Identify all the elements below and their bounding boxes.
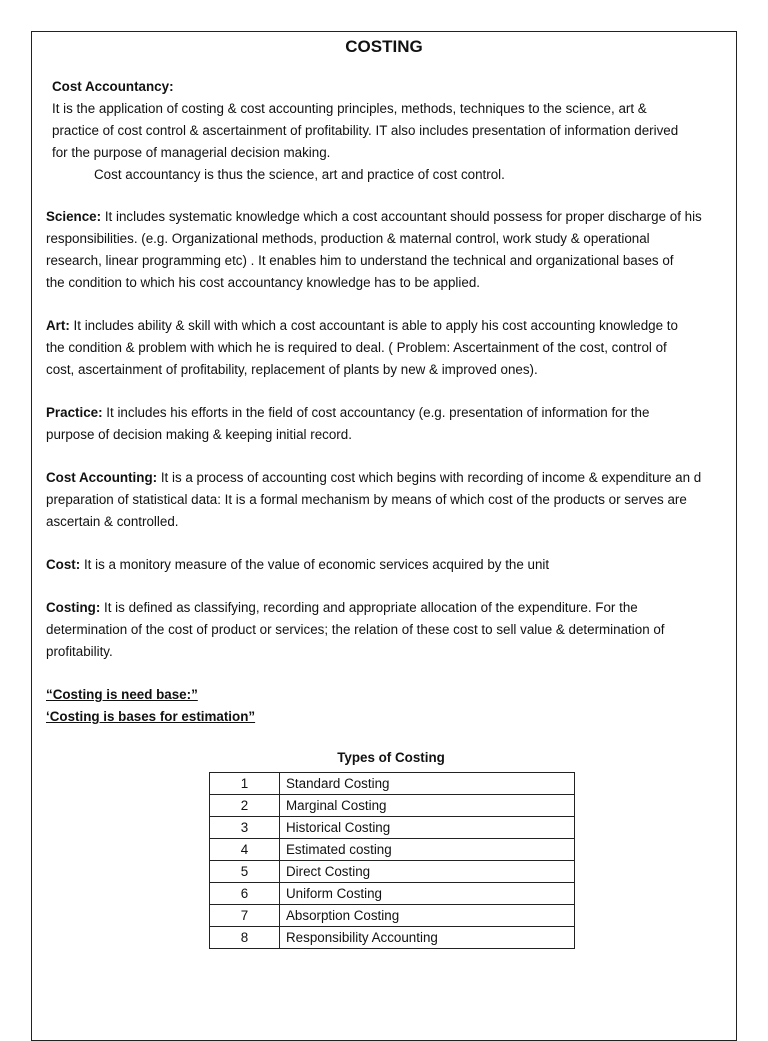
science-text: It includes systematic knowledge which a cost accountant should possess for proper discharge of his xyxy=(101,209,702,224)
costing-line: determination of the cost of product or services; the relation of these cost to sell value & determination of xyxy=(46,622,665,637)
costing-type: Uniform Costing xyxy=(280,883,575,905)
science-section xyxy=(46,206,736,294)
costing-type: Marginal Costing xyxy=(280,795,575,817)
quote-estimation: ‘Costing is bases for estimation” xyxy=(46,709,256,724)
costing-type: Estimated costing xyxy=(280,839,575,861)
row-number: 8 xyxy=(210,927,280,949)
quote-need-base: “Costing is need base:” xyxy=(46,687,198,702)
costing-term: Costing: xyxy=(46,600,101,615)
cost-term: Cost: xyxy=(46,557,81,572)
row-number: 4 xyxy=(210,839,280,861)
practice-section xyxy=(46,402,736,446)
row-number: 7 xyxy=(210,905,280,927)
cost-accountancy-line: practice of cost control & ascertainment of profitability. IT also includes presentation of information derived xyxy=(52,123,679,138)
science-line: responsibilities. (e.g. Organizational methods, production & maternal control, work study & operational xyxy=(46,231,650,246)
costing-line: profitability. xyxy=(46,644,113,659)
row-number: 5 xyxy=(210,861,280,883)
practice-line: purpose of decision making & keeping initial record. xyxy=(46,427,352,442)
practice-text: It includes his efforts in the field of cost accountancy (e.g. presentation of information for the xyxy=(102,405,650,420)
cost-accounting-text: It is a process of accounting cost which begins with recording of income & expenditure an d xyxy=(157,470,702,485)
science-line: the condition to which his cost accountancy knowledge has to be applied. xyxy=(46,275,480,290)
cost-accounting-line: preparation of statistical data: It is a formal mechanism by means of which cost of the products or serves are xyxy=(46,492,687,507)
costing-type: Direct Costing xyxy=(280,861,575,883)
cost-text: It is a monitory measure of the value of economic services acquired by the unit xyxy=(80,557,550,572)
cost-accountancy-heading: Cost Accountancy: xyxy=(52,79,174,94)
costing-type: Responsibility Accounting xyxy=(280,927,575,949)
practice-term: Practice: xyxy=(46,405,103,420)
table-row xyxy=(210,773,575,795)
costing-type: Historical Costing xyxy=(280,817,575,839)
row-number: 3 xyxy=(210,817,280,839)
cost-accounting-line: ascertain & controlled. xyxy=(46,514,179,529)
science-term: Science: xyxy=(46,209,102,224)
cost-accountancy-line: for the purpose of managerial decision making. xyxy=(52,145,331,160)
costing-section xyxy=(46,597,736,663)
cost-section xyxy=(46,554,736,576)
table-row xyxy=(210,927,575,949)
cost-accountancy-summary: Cost accountancy is thus the science, art and practice of cost control. xyxy=(94,167,505,182)
cost-accountancy-line: It is the application of costing & cost accounting principles, methods, techniques to the science, art & xyxy=(52,101,647,116)
costing-type: Absorption Costing xyxy=(280,905,575,927)
art-text: It includes ability & skill with which a cost accountant is able to apply his cost accounting knowledge to xyxy=(69,318,678,333)
table-row xyxy=(210,883,575,905)
cost-accounting-term: Cost Accounting: xyxy=(46,470,158,485)
row-number: 2 xyxy=(210,795,280,817)
table-row xyxy=(210,905,575,927)
table-row xyxy=(210,861,575,883)
cost-accounting-section xyxy=(46,467,736,533)
art-section xyxy=(46,315,736,381)
table-row xyxy=(210,795,575,817)
table-row xyxy=(210,839,575,861)
cost-accountancy-section xyxy=(52,76,736,186)
science-line: research, linear programming etc) . It enables him to understand the technical and organizational bases of xyxy=(46,253,674,268)
costing-type: Standard Costing xyxy=(280,773,575,795)
art-term: Art: xyxy=(46,318,70,333)
types-table-caption: Types of Costing xyxy=(337,750,445,765)
row-number: 1 xyxy=(210,773,280,795)
types-of-costing-table xyxy=(209,772,575,949)
art-line: the condition & problem with which he is required to deal. ( Problem: Ascertainment of the cost, control of xyxy=(46,340,667,355)
art-line: cost, ascertainment of profitability, replacement of plants by new & improved ones). xyxy=(46,362,538,377)
page-title: COSTING xyxy=(345,37,423,56)
quotes-section xyxy=(46,684,736,728)
table-row xyxy=(210,817,575,839)
costing-text: It is defined as classifying, recording and appropriate allocation of the expenditure. For the xyxy=(100,600,638,615)
row-number: 6 xyxy=(210,883,280,905)
